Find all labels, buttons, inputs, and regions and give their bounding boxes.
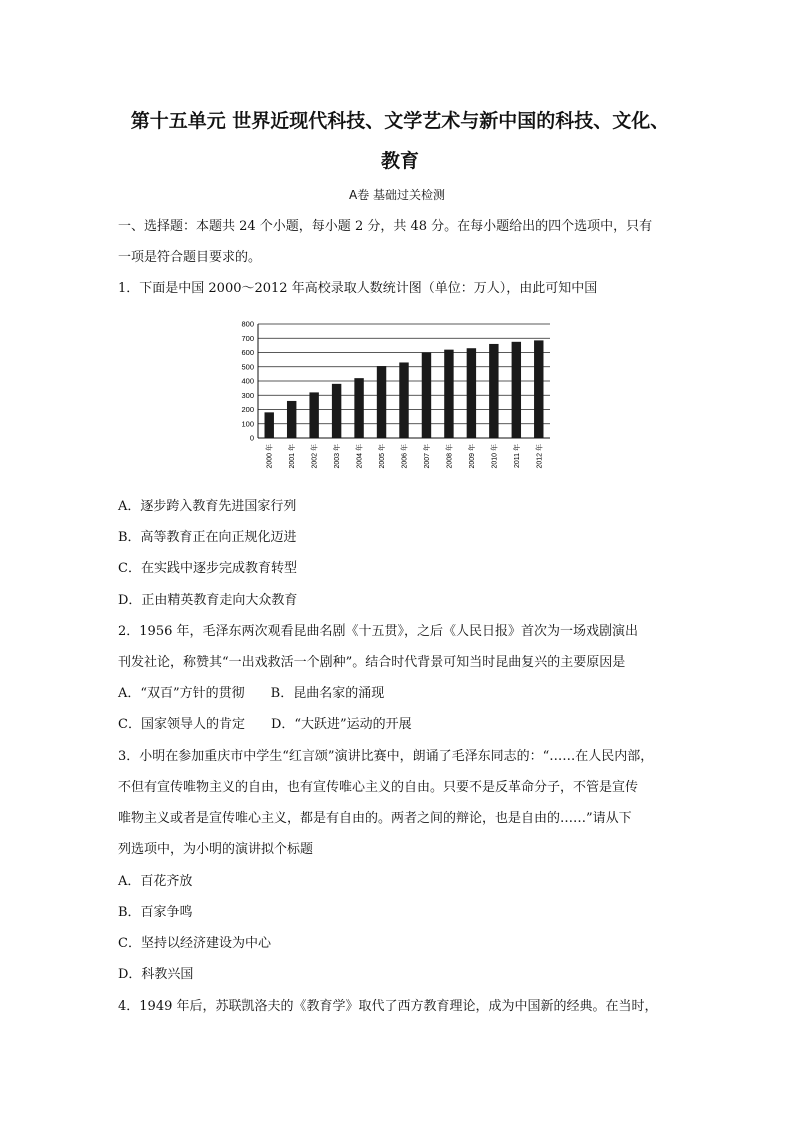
x-tick-label: 2003 年 (334, 444, 342, 469)
question-4-stem-line1: 4．1949 年后，苏联凯洛夫的《教育学》取代了西方教育理论，成为中国新的经典。在当时， (118, 999, 658, 1014)
chart-bar (399, 362, 408, 438)
q3-option-b: B．百家争鸣 (118, 905, 193, 920)
x-tick-label: 2004 年 (356, 444, 364, 469)
x-tick-label: 2006 年 (401, 444, 409, 469)
x-tick-label: 2005 年 (379, 444, 387, 469)
question-1-stem: 1．下面是中国 2000～2012 年高校录取人数统计图（单位：万人），由此可知中国 (118, 281, 598, 296)
question-3-stem-line4: 列选项中，为小明的演讲拟个标题 (118, 842, 314, 857)
instructions-line2: 一项是符合题目要求的。 (118, 250, 262, 265)
q1-option-b: B．高等教育正在向正规化迈进 (118, 530, 297, 545)
x-tick-label: 2012 年 (536, 444, 544, 469)
question-2-stem-line1: 2．1956 年，毛泽东两次观看昆曲名剧《十五贯》，之后《人民日报》首次为一场戏剧演出 (118, 624, 638, 639)
chart-bar (489, 344, 498, 438)
y-tick-label: 800 (241, 319, 254, 329)
y-tick-label: 0 (249, 433, 254, 443)
chart-bar (444, 350, 453, 438)
q3-option-d: D．科教兴国 (118, 967, 194, 982)
x-tick-label: 2001 年 (289, 444, 297, 469)
question-3-stem-line2: 不但有宣传唯物主义的自由，也有宣传唯心主义的自由。只要不是反革命分子，不管是宣传 (118, 780, 639, 795)
chart-y-tick-labels (241, 320, 254, 443)
chart-bar (265, 412, 274, 438)
y-tick-label: 400 (241, 376, 254, 386)
q1-option-a: A．逐步跨入教育先进国家行列 (118, 499, 297, 514)
q3-option-a: A．百花齐放 (118, 874, 193, 889)
q2-options-row2: C．国家领导人的肯定 D．“大跃进”运动的开展 (118, 717, 412, 732)
y-tick-label: 100 (241, 419, 254, 429)
y-tick-label: 700 (241, 333, 254, 343)
chart-x-tick-labels (265, 444, 544, 469)
x-tick-label: 2008 年 (446, 444, 454, 469)
y-tick-label: 600 (241, 348, 254, 357)
question-2-stem-line2: 刊发社论，称赞其“一出戏救活一个剧种”。结合时代背景可知当时昆曲复兴的主要原因是 (118, 655, 626, 670)
chart-bar (354, 378, 363, 438)
page-title-line1: 第十五单元 世界近现代科技、文学艺术与新中国的科技、文化、 (130, 110, 670, 132)
chart-bar (287, 401, 296, 438)
instructions-line1: 一、选择题：本题共 24 个小题，每小题 2 分，共 48 分。在每小题给出的四个选项中，只有 (118, 219, 653, 234)
admissions-bar-chart (226, 314, 560, 480)
chart-bar (309, 392, 318, 438)
question-3-stem-line3: 唯物主义或者是宣传唯心主义，都是有自由的。两者之间的辩论，也是自由的……”请从下 (118, 811, 632, 826)
x-tick-label: 2002 年 (311, 444, 319, 469)
q2-options-row1: A．“双百”方针的贯彻 B．昆曲名家的涌现 (118, 686, 385, 701)
x-tick-label: 2000 年 (266, 444, 274, 469)
chart-bar (512, 342, 521, 438)
chart-bar (467, 348, 476, 438)
y-tick-label: 200 (241, 405, 254, 414)
q3-option-c: C．坚持以经济建设为中心 (118, 936, 271, 951)
x-tick-label: 2007 年 (423, 444, 431, 469)
q1-option-c: C．在实践中逐步完成教育转型 (118, 561, 297, 576)
page-title-line2: 教育 (380, 150, 419, 172)
y-tick-label: 500 (241, 362, 254, 372)
y-tick-label: 300 (241, 390, 254, 400)
chart-bar (332, 384, 341, 438)
x-tick-label: 2010 年 (491, 444, 499, 469)
chart-bar (534, 340, 543, 438)
x-tick-label: 2009 年 (468, 444, 476, 469)
chart-bar (377, 366, 386, 438)
chart-bar (422, 353, 431, 439)
x-tick-label: 2011 年 (513, 444, 521, 468)
q1-option-d: D．正由精英教育走向大众教育 (118, 593, 298, 608)
exam-subtitle: A卷 基础过关检测 (348, 188, 446, 202)
question-3-stem-line1: 3．小明在参加重庆市中学生“红言颂”演讲比赛中，朗诵了毛泽东同志的：“……在人民内部， (118, 749, 654, 764)
